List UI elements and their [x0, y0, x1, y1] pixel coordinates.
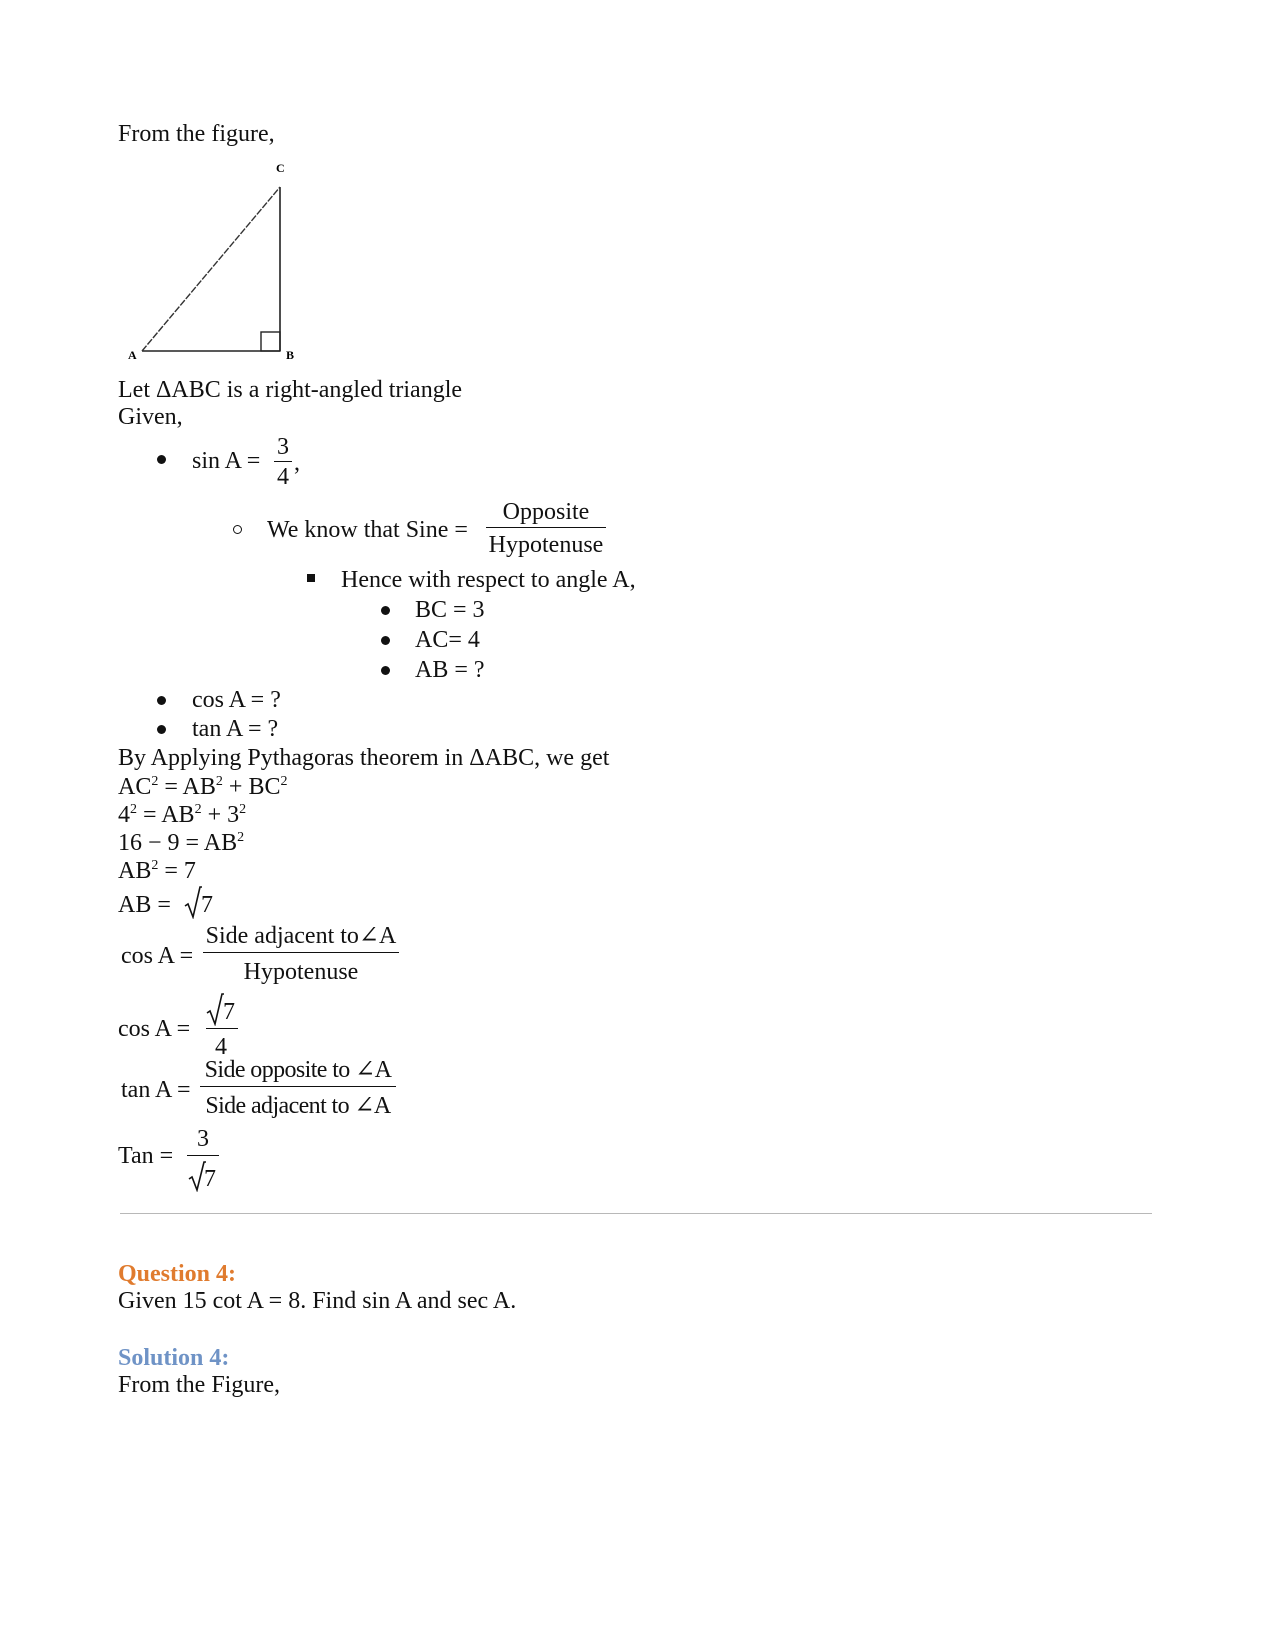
sin-fraction [274, 435, 292, 489]
sine-def-fraction [486, 500, 606, 557]
tan-def-denominator: Side adjacent to ∠A [205, 1093, 391, 1119]
bullet [157, 696, 166, 705]
cos-def-denominator: Hypotenuse [243, 959, 359, 985]
bullet [157, 455, 166, 464]
bullet [381, 606, 390, 615]
cos-def-fraction [203, 924, 399, 984]
tan-value-lhs: Tan = [118, 1143, 174, 1169]
sin-numerator: 3 [277, 434, 289, 460]
intro-text: From the figure, [118, 121, 275, 147]
section-divider [120, 1213, 1152, 1214]
tan-def-fraction [200, 1058, 396, 1118]
question-heading: Question 4: [118, 1261, 237, 1287]
tan-def-numerator: Side opposite to ∠A [204, 1057, 392, 1083]
cos-value-denominator: 4 [215, 1034, 227, 1060]
bullet-circle [233, 525, 242, 534]
equation-2: $4^2 = AB^2 + 3^2$ [118, 802, 247, 828]
equation-4: $AB^2 = 7$ [118, 858, 196, 884]
tan-value-root: 7 [204, 1166, 216, 1192]
sine-def-lhs: We know that Sine = [267, 517, 468, 543]
equation-1: $AC^2 = AB^2 + BC^2$ [118, 774, 288, 800]
equation-5-lhs: AB = [118, 892, 171, 918]
equation-5-root: 7 [201, 892, 213, 918]
cos-question: cos A = ? [192, 687, 281, 713]
question-text: Given 15 cot A = 8. Find sin A and sec A. [118, 1288, 517, 1314]
vertex-b-label: B [286, 348, 295, 362]
given-label: Given, [118, 404, 183, 430]
tan-value-numerator: 3 [197, 1126, 209, 1152]
sin-comma: , [294, 450, 300, 476]
sqrt-sign [184, 885, 202, 919]
tan-value-bar [187, 1155, 219, 1156]
side-bc: BC = 3 [415, 597, 485, 623]
tan-def-lhs: tan A = [121, 1077, 191, 1103]
equation-3: $16 - 9 = AB^2$ [118, 830, 245, 856]
sine-def-numerator: Opposite [502, 499, 590, 525]
bullet [381, 636, 390, 645]
sin-denominator: 4 [277, 464, 289, 490]
cos-value-lhs: cos A = [118, 1016, 191, 1042]
sine-def-denominator: Hypotenuse [488, 532, 604, 558]
bullet [381, 666, 390, 675]
pythagoras-intro: By Applying Pythagoras theorem in ΔABC, we get [118, 745, 610, 771]
bullet [157, 725, 166, 734]
side-ac: AC= 4 [415, 627, 480, 653]
tan-question: tan A = ? [192, 716, 279, 742]
side-ab: AB = ? [415, 657, 485, 683]
cos-value-bar [206, 1028, 238, 1029]
cos-def-numerator: Side adjacent to∠A [205, 923, 397, 949]
sqrt-sign [206, 992, 224, 1026]
respect-text: Hence with respect to angle A, [341, 567, 636, 593]
bullet-square [307, 574, 315, 582]
solution-heading: Solution 4: [118, 1345, 230, 1371]
triangle-statement: Let ΔABC is a right-angled triangle [118, 377, 463, 403]
vertex-c-label: C [276, 161, 285, 175]
cos-def-lhs: cos A = [121, 943, 194, 969]
sin-lhs: sin A = [192, 448, 261, 474]
triangle-figure [118, 160, 308, 365]
solution-text: From the Figure, [118, 1372, 280, 1398]
cos-value-root: 7 [223, 999, 235, 1025]
vertex-a-label: A [128, 348, 137, 362]
